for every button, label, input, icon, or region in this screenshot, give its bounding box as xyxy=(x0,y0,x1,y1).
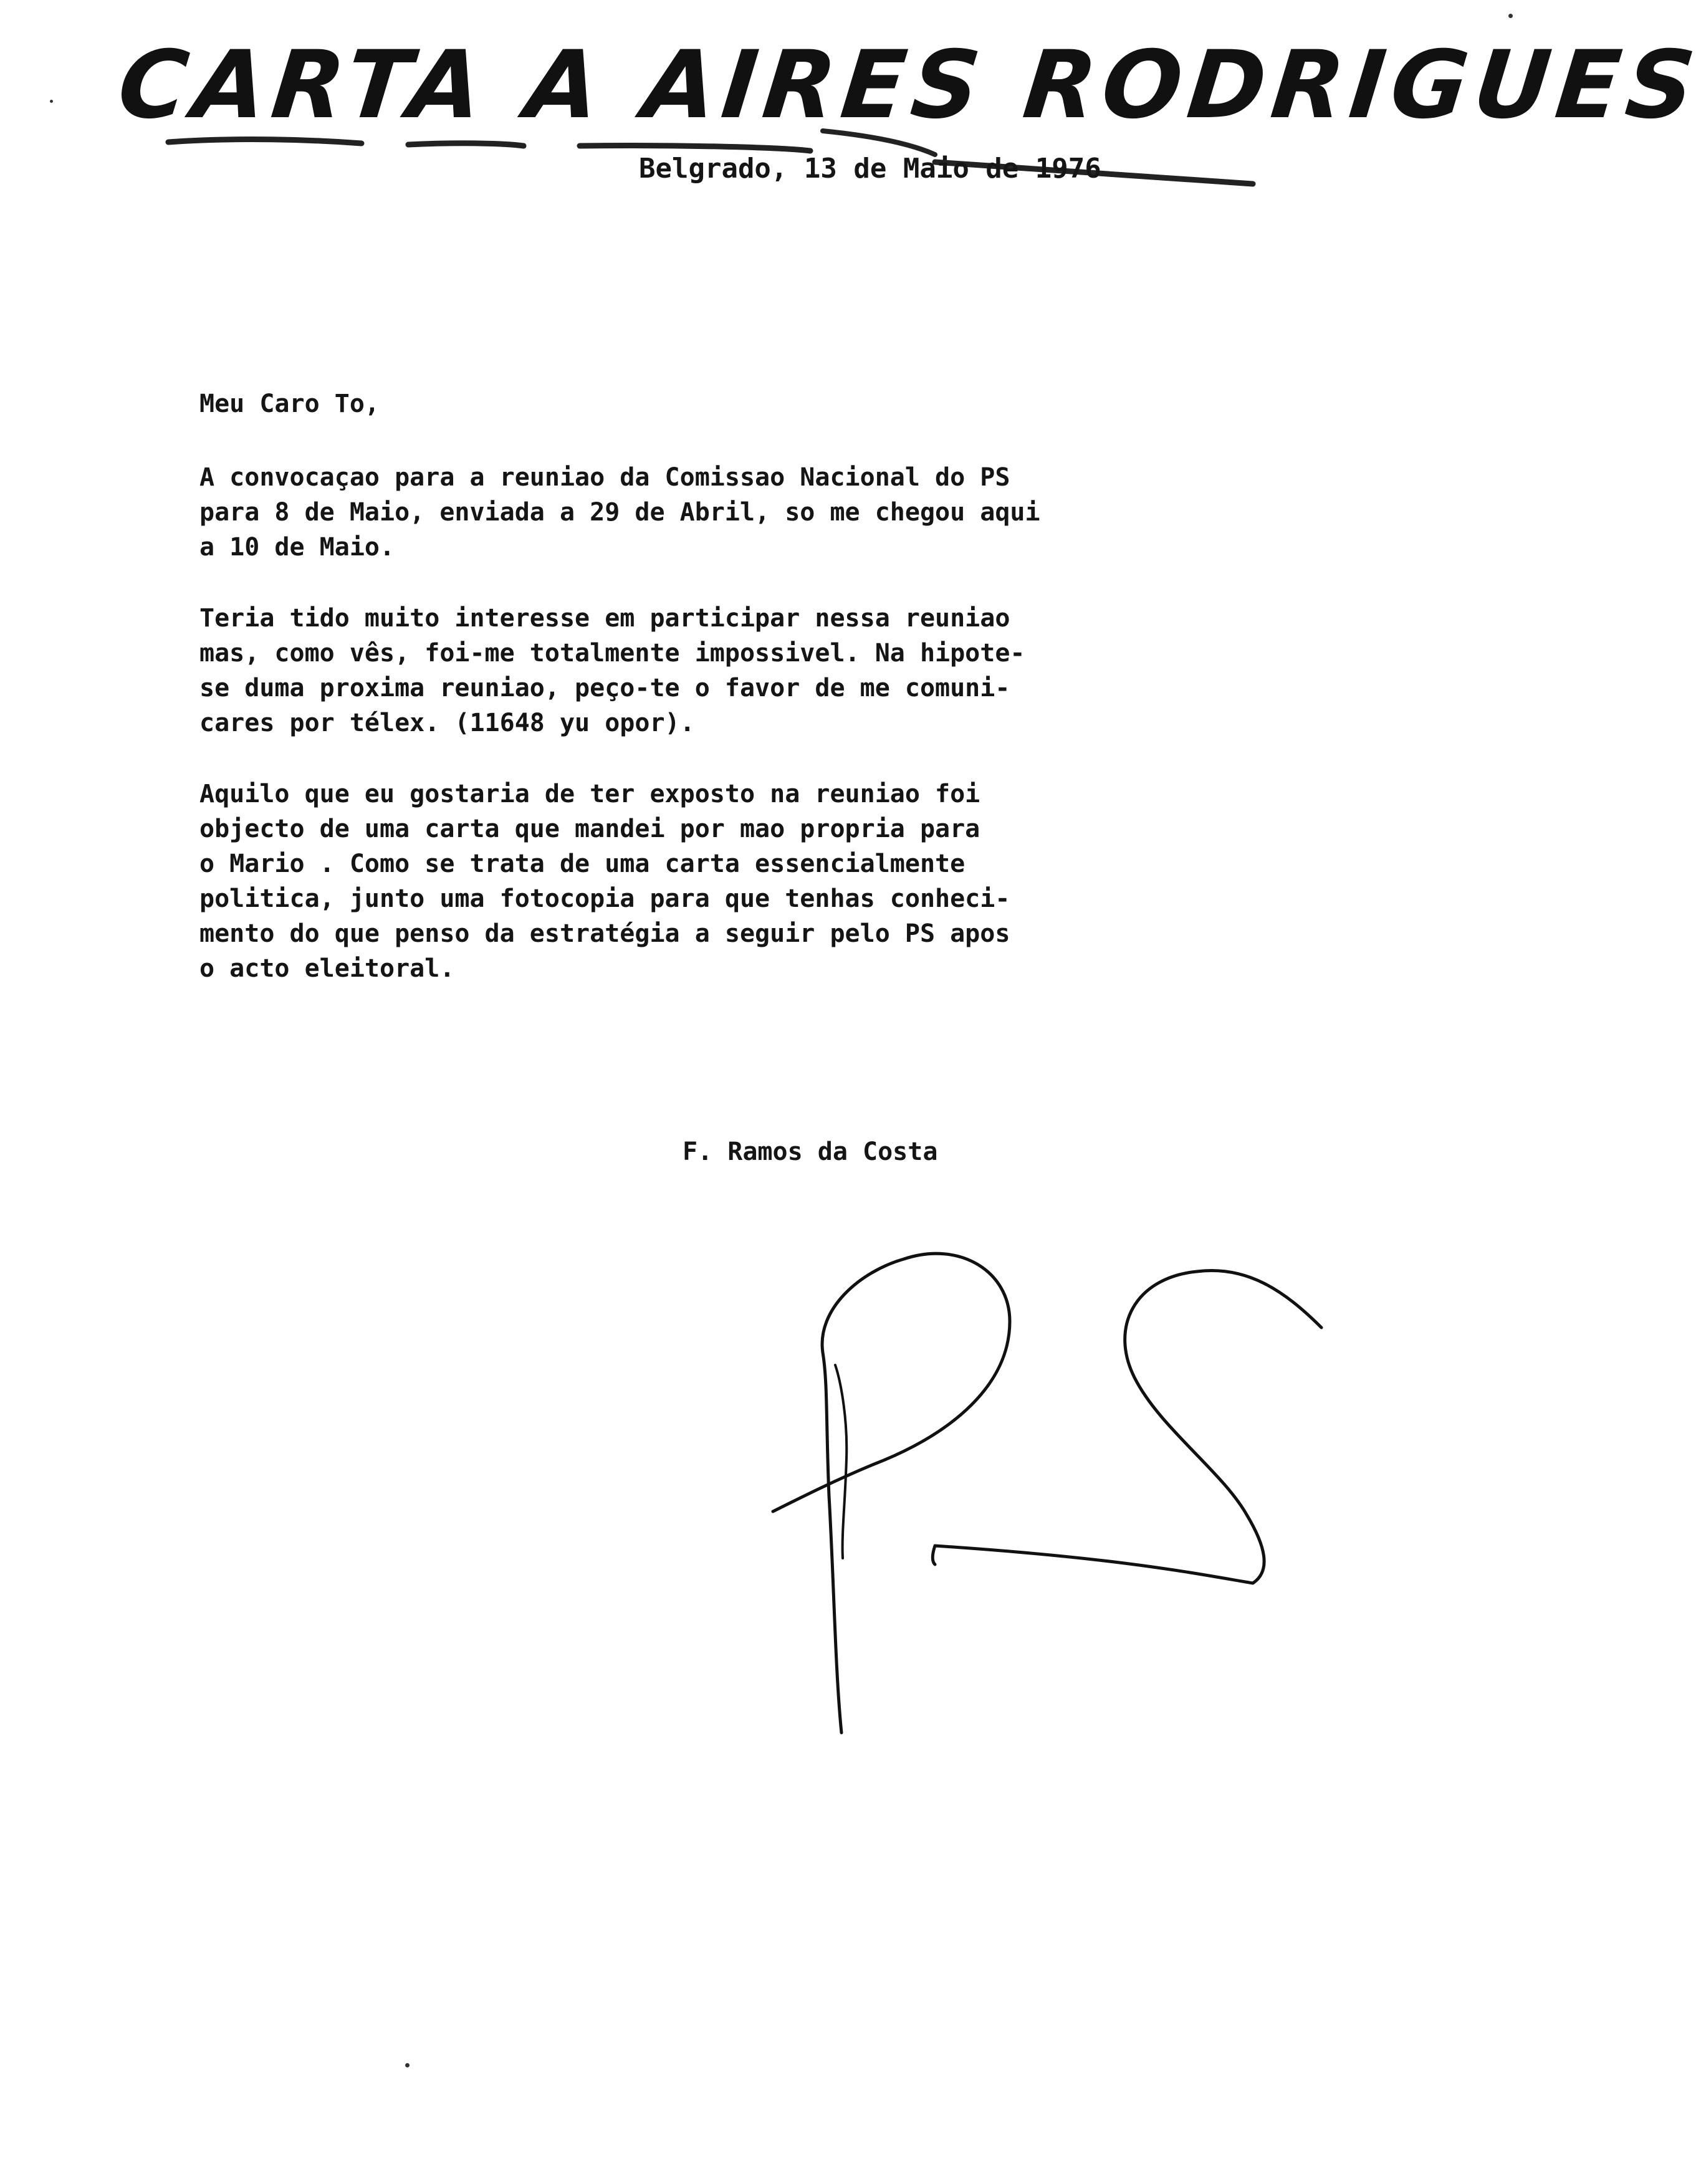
paragraph-line: A convocaçao para a reuniao da Comissao Nacional do PS xyxy=(199,463,1010,492)
paragraph-line: o acto eleitoral. xyxy=(199,954,455,983)
handwritten-title-text: CARTA A AIRES RODRIGUES xyxy=(113,31,1706,140)
paragraph-line: mento do que penso da estratégia a seguir pelo PS apos xyxy=(199,919,1010,948)
handwritten-signature xyxy=(748,1234,1371,1733)
paragraph-line: a 10 de Maio. xyxy=(199,533,395,562)
paragraph xyxy=(199,777,1197,986)
letter-body xyxy=(199,386,1197,1022)
paragraph-line: mas, como vês, foi-me totalmente impossivel. Na hipote- xyxy=(199,639,1025,668)
signatory-name: F. Ramos da Costa xyxy=(683,1138,938,1166)
stray-mark xyxy=(1508,14,1513,18)
place-date: Belgrado, 13 de Maio de 1976 xyxy=(639,153,1101,184)
salutation: Meu Caro To, xyxy=(199,390,380,418)
paragraph-line: Teria tido muito interesse em participar nessa reuniao xyxy=(199,604,1010,633)
stray-mark xyxy=(50,100,53,103)
paragraph-line: politica, junto uma fotocopia para que tenhas conheci- xyxy=(199,884,1010,913)
paragraph-line: o Mario . Como se trata de uma carta essencialmente xyxy=(199,850,966,878)
stray-mark xyxy=(405,2063,410,2067)
paragraph-line: Aquilo que eu gostaria de ter exposto na reuniao foi xyxy=(199,780,980,808)
paragraph-line: cares por télex. (11648 yu opor). xyxy=(199,709,695,737)
paragraph xyxy=(199,601,1197,740)
paragraph-line: para 8 de Maio, enviada a 29 de Abril, so me chegou aqui xyxy=(199,498,1040,527)
paragraph xyxy=(199,460,1197,565)
paragraph-line: se duma proxima reuniao, peço-te o favor de me comuni- xyxy=(199,674,1010,702)
paragraph-line: objecto de uma carta que mandei por mao propria para xyxy=(199,815,980,843)
